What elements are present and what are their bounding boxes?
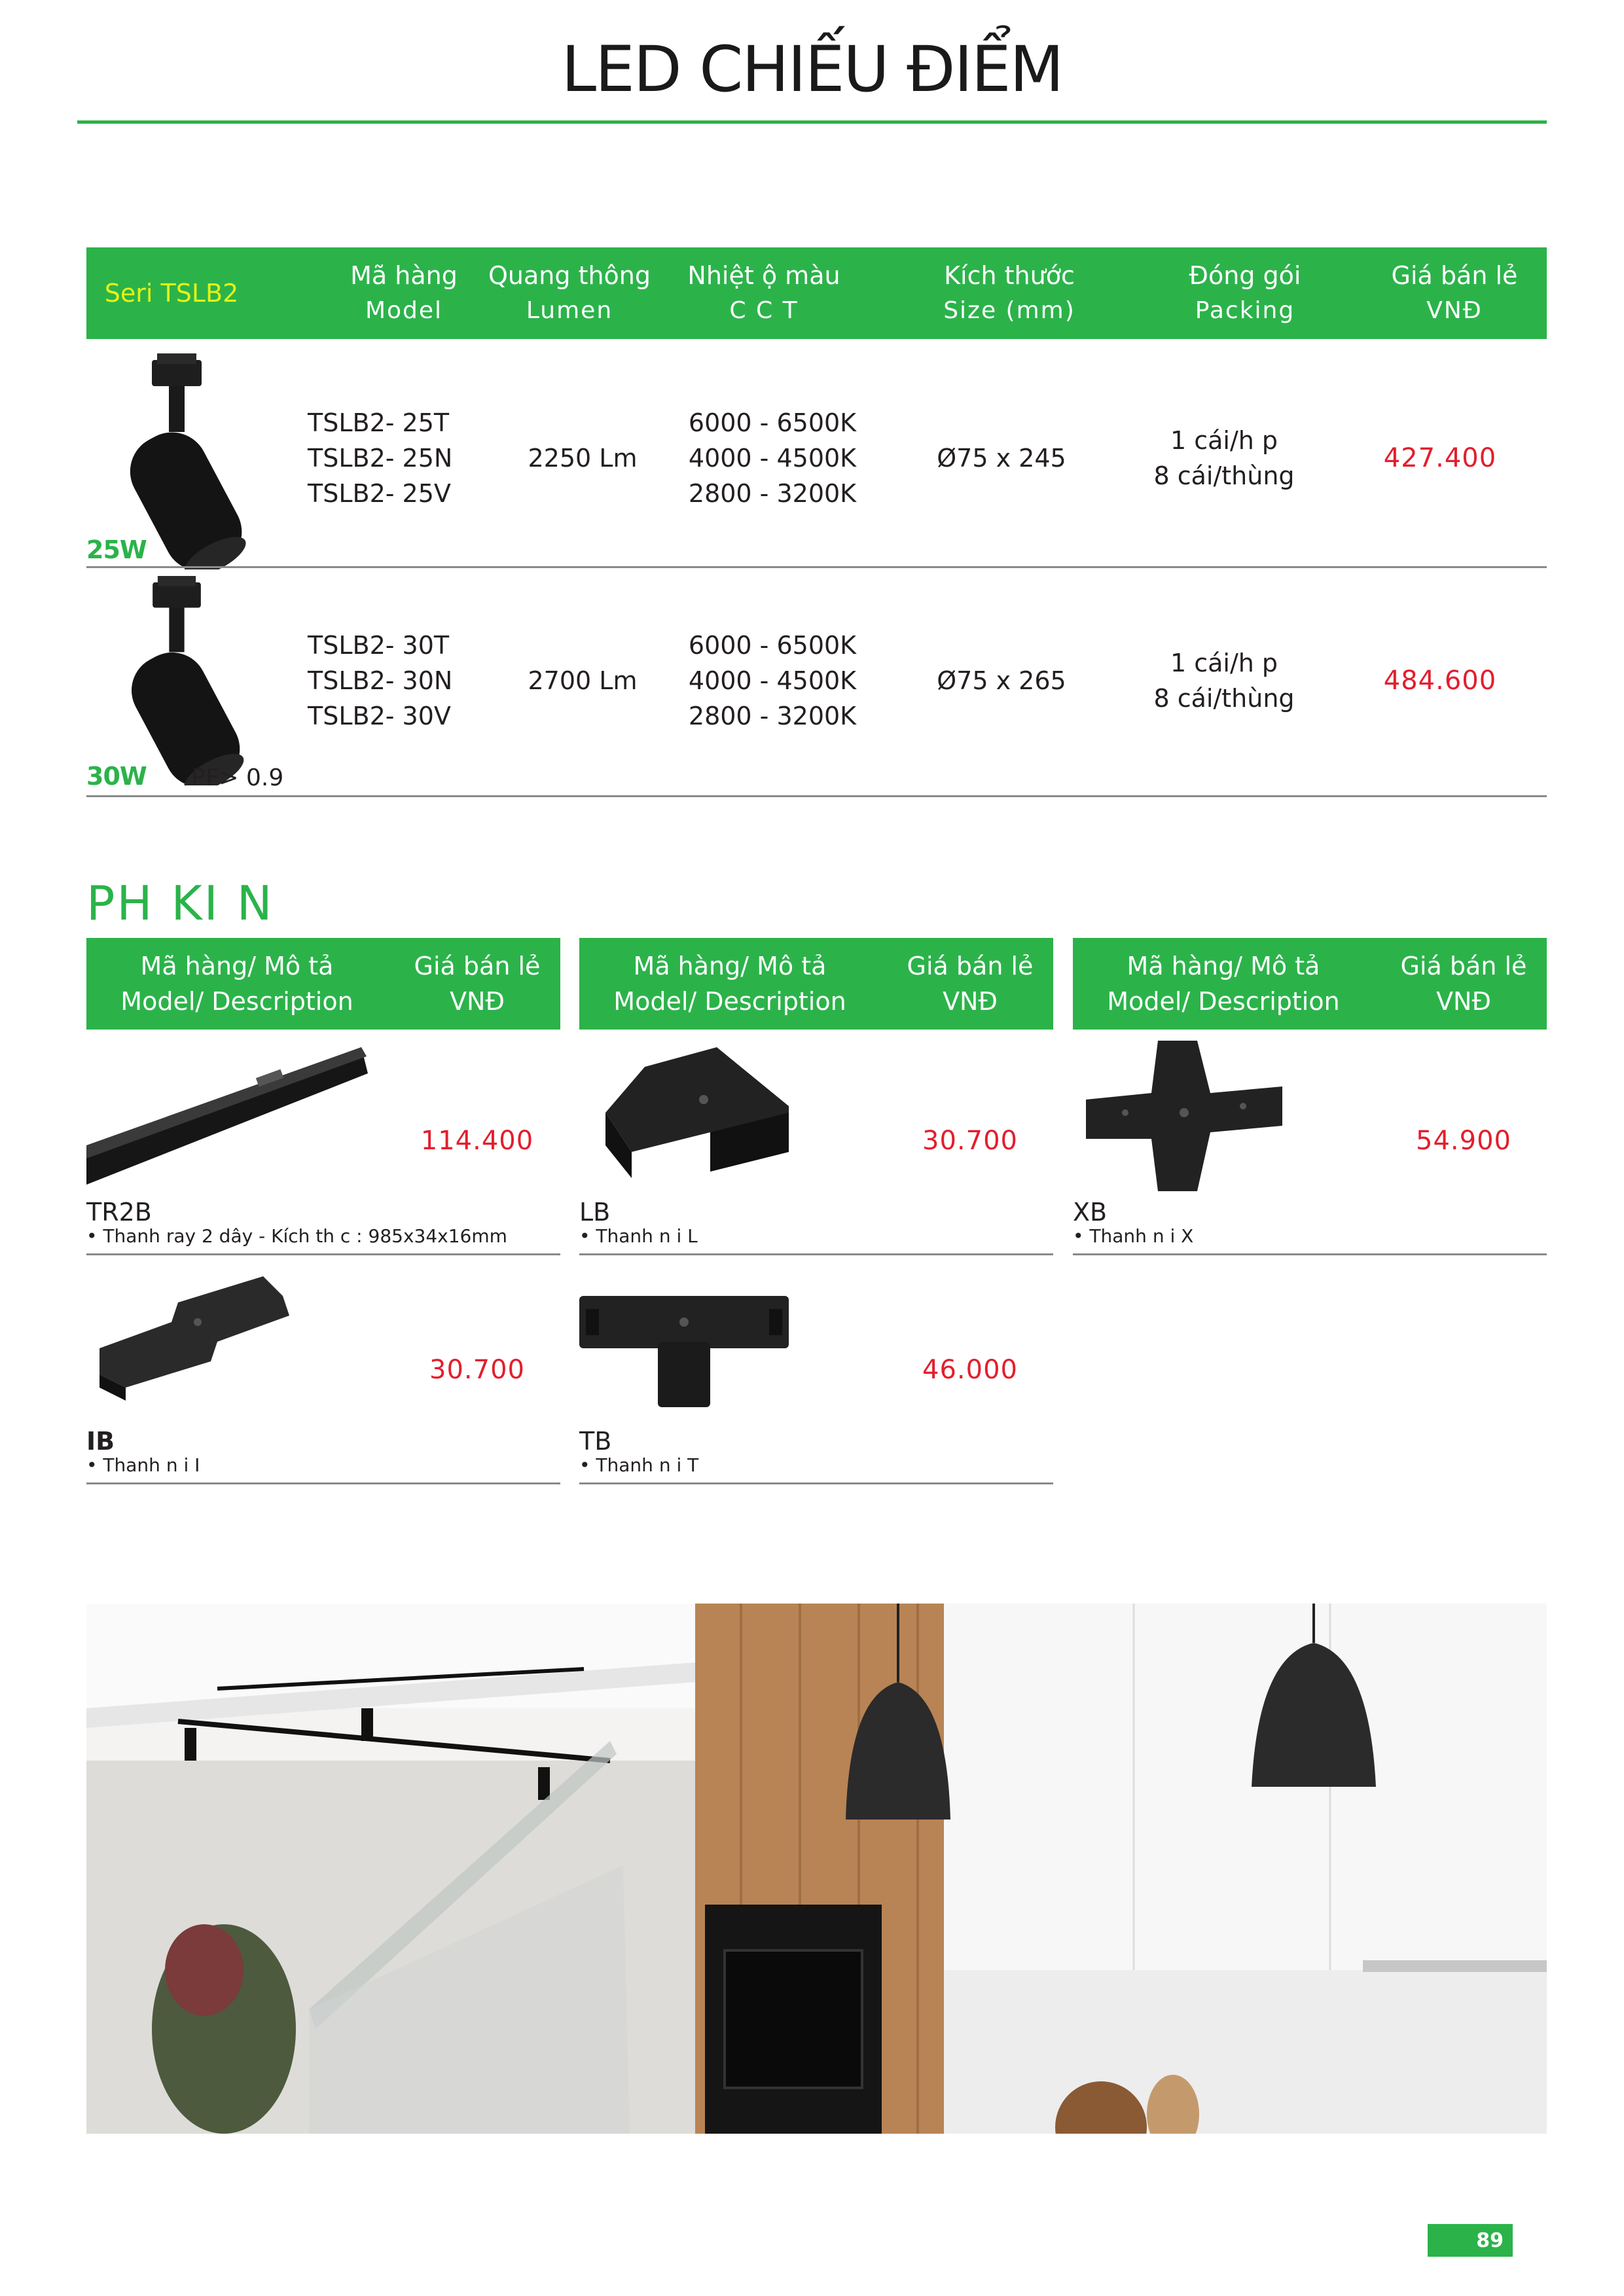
- lumen-text: 2250 Lm: [528, 444, 638, 473]
- header-text: Mã hàng/ Mô tả: [633, 952, 827, 980]
- header-price: [887, 938, 1053, 1030]
- accessory-code: XB: [1073, 1198, 1108, 1227]
- cct-value: 4000 - 4500K: [688, 444, 857, 473]
- price-value: [1355, 628, 1525, 733]
- packing-value: [1126, 406, 1322, 511]
- header-model-desc: [86, 938, 388, 1030]
- size-text: Ø75 x 265: [937, 666, 1066, 695]
- accessory-description: • Thanh n i T: [579, 1454, 699, 1476]
- header-text: VNĐ: [450, 987, 505, 1016]
- header-text: Mã hàng/ Mô tả: [140, 952, 334, 980]
- model-code: TSLB2- 25T: [308, 408, 450, 437]
- x-connector-icon: [1086, 1041, 1295, 1198]
- price-text: 484.600: [1383, 666, 1497, 696]
- accessory-description: • Thanh n i I: [86, 1454, 200, 1476]
- header-cct: [666, 247, 862, 339]
- header-price: [394, 938, 560, 1030]
- lumen-value: [497, 628, 668, 733]
- accessory-item: [86, 1034, 560, 1263]
- packing-line: 8 cái/thùng: [1153, 461, 1295, 490]
- accessory-code: IB: [86, 1427, 115, 1456]
- packing-line: 1 cái/h p: [1170, 426, 1278, 455]
- header-price: [1380, 938, 1547, 1030]
- accessory-code: TB: [579, 1427, 612, 1456]
- header-text: Model/ Description: [613, 987, 846, 1016]
- model-list: [308, 628, 458, 733]
- accessory-price: 30.700: [922, 1126, 1018, 1156]
- model-list: [308, 406, 458, 511]
- track-rail-icon: [86, 1034, 368, 1191]
- header-price-en: VNĐ: [1426, 297, 1483, 324]
- header-text: Mã hàng/ Mô tả: [1127, 952, 1320, 980]
- header-text: Giá bán lẻ: [907, 952, 1034, 980]
- row-divider: [579, 1482, 1053, 1484]
- accessory-price: 30.700: [429, 1355, 525, 1385]
- cct-value: 2800 - 3200K: [688, 702, 857, 730]
- accessory-price: 46.000: [922, 1355, 1018, 1385]
- price-value: [1355, 406, 1525, 511]
- cct-list: [674, 406, 871, 511]
- t-connector-icon: [579, 1283, 789, 1414]
- header-text: Model/ Description: [120, 987, 353, 1016]
- row-divider: [1073, 1253, 1547, 1255]
- page-number-badge: [1428, 2224, 1513, 2257]
- model-code: TSLB2- 30N: [308, 666, 453, 695]
- accessory-code: LB: [579, 1198, 611, 1227]
- header-model-desc: [579, 938, 880, 1030]
- header-cct-vi: Nhiệt ộ màu: [687, 261, 840, 290]
- header-text: Model/ Description: [1107, 987, 1340, 1016]
- series-label: Seri TSLB2: [104, 279, 239, 308]
- row-divider: [86, 566, 1547, 568]
- header-model-desc: [1073, 938, 1374, 1030]
- page-title: LED CHIẾU ĐIỂM: [561, 33, 1063, 106]
- header-text: VNĐ: [943, 987, 998, 1016]
- product-row: [0, 569, 1624, 798]
- header-series: [86, 247, 257, 339]
- header-model-en: Model: [365, 297, 443, 324]
- product-table-header: [86, 247, 1547, 339]
- header-packing: [1147, 247, 1343, 339]
- title-divider: [77, 120, 1547, 124]
- cct-value: 4000 - 4500K: [688, 666, 857, 695]
- accessory-header: [1073, 938, 1547, 1030]
- header-cct-en: C C T: [729, 297, 799, 324]
- accessory-item: [579, 1263, 1053, 1492]
- accessory-code: TR2B: [86, 1198, 152, 1227]
- accessory-header: [579, 938, 1053, 1030]
- accessory-header: [86, 938, 560, 1030]
- cct-list: [674, 628, 871, 733]
- header-text: Giá bán lẻ: [414, 952, 541, 980]
- lumen-text: 2700 Lm: [528, 666, 638, 695]
- packing-line: 1 cái/h p: [1170, 649, 1278, 677]
- header-price: [1363, 247, 1546, 339]
- header-lumen-vi: Quang thông: [488, 261, 651, 290]
- header-lumen: [478, 247, 661, 339]
- size-value: [903, 628, 1100, 733]
- model-code: TSLB2- 25V: [308, 479, 451, 508]
- row-divider: [86, 1253, 560, 1255]
- wattage-label: 30W: [86, 762, 147, 791]
- l-connector-icon: [592, 1047, 802, 1191]
- cct-value: 6000 - 6500K: [688, 631, 857, 660]
- packing-value: [1126, 628, 1322, 733]
- accessory-item: [1073, 1034, 1547, 1263]
- interior-photo: [86, 1604, 1547, 2134]
- power-factor-note: PF> 0.9: [191, 764, 284, 791]
- size-text: Ø75 x 245: [937, 444, 1066, 473]
- product-row: [0, 340, 1624, 569]
- header-packing-en: Packing: [1195, 297, 1295, 324]
- header-price-vi: Giá bán lẻ: [1391, 261, 1518, 290]
- header-text: VNĐ: [1436, 987, 1491, 1016]
- accessory-item: [86, 1263, 560, 1492]
- accessory-price: 114.400: [420, 1126, 534, 1156]
- lumen-value: [497, 406, 668, 511]
- header-size-en: Size (mm): [943, 297, 1075, 324]
- spotlight-30w-image: [98, 576, 255, 785]
- accessory-price: 54.900: [1416, 1126, 1511, 1156]
- i-connector-icon: [99, 1276, 296, 1401]
- header-packing-vi: Đóng gói: [1189, 261, 1301, 290]
- page-number: 89: [1476, 2229, 1504, 2252]
- header-size-vi: Kích thước: [944, 261, 1075, 290]
- accessory-description: • Thanh ray 2 dây - Kích th c : 985x34x16mm: [86, 1225, 507, 1247]
- model-code: TSLB2- 25N: [308, 444, 453, 473]
- accessory-item: [579, 1034, 1053, 1263]
- row-divider: [86, 1482, 560, 1484]
- model-code: TSLB2- 30T: [308, 631, 450, 660]
- accessory-description: • Thanh n i L: [579, 1225, 698, 1247]
- row-divider: [579, 1253, 1053, 1255]
- size-value: [903, 406, 1100, 511]
- row-divider: [86, 795, 1547, 797]
- accessories-title: PH KI N: [86, 876, 274, 931]
- header-model-vi: Mã hàng: [350, 261, 458, 290]
- header-lumen-en: Lumen: [526, 297, 613, 324]
- accessory-description: • Thanh n i X: [1073, 1225, 1194, 1247]
- cct-value: 6000 - 6500K: [688, 408, 857, 437]
- model-code: TSLB2- 30V: [308, 702, 451, 730]
- cct-value: 2800 - 3200K: [688, 479, 857, 508]
- wattage-label: 25W: [86, 535, 147, 564]
- header-model: [322, 247, 486, 339]
- header-text: Giá bán lẻ: [1400, 952, 1527, 980]
- packing-line: 8 cái/thùng: [1153, 684, 1295, 713]
- price-text: 427.400: [1383, 443, 1497, 473]
- header-size: [911, 247, 1108, 339]
